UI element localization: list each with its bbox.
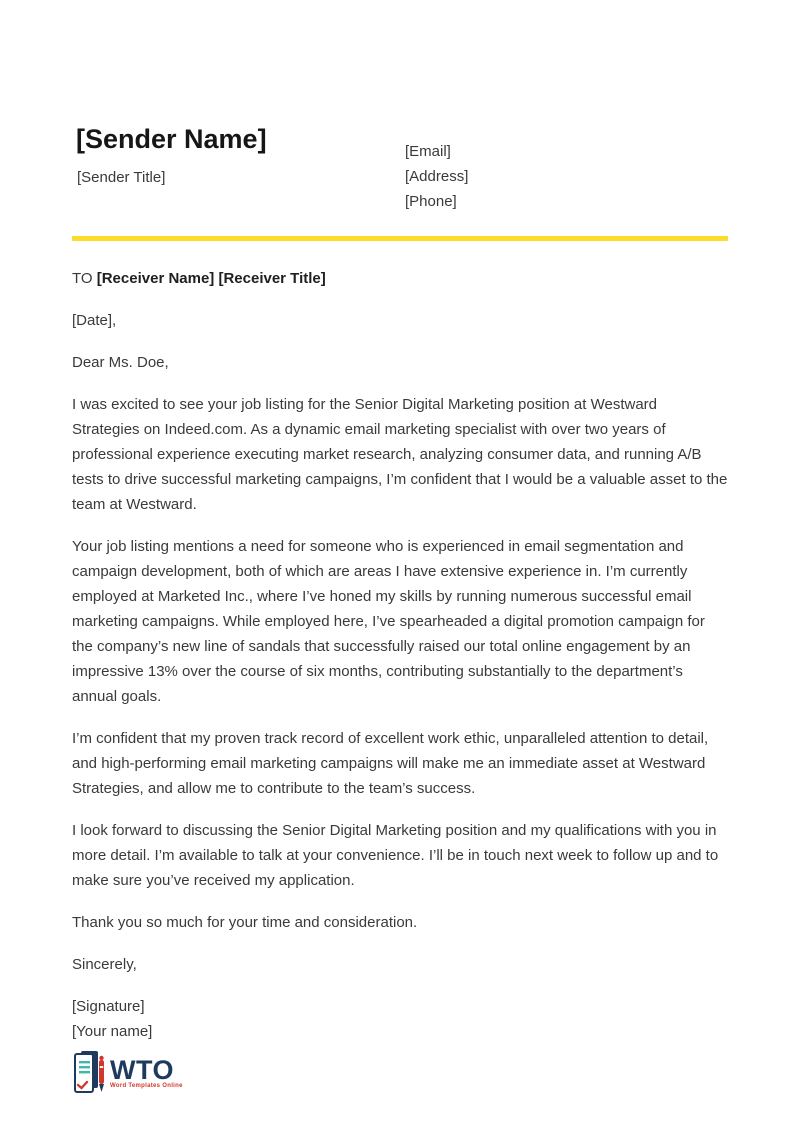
sender-title: [Sender Title] — [77, 169, 166, 186]
signature-block — [72, 994, 728, 1044]
letter-body — [0, 241, 800, 1044]
signature-placeholder: [Signature] — [72, 998, 145, 1015]
brand-logo — [72, 1050, 183, 1096]
your-name-placeholder: [Your name] — [72, 1023, 153, 1040]
logo-brand: WTO — [110, 1055, 174, 1085]
contact-address: [Address] — [405, 168, 469, 185]
body-paragraph-4: I look forward to discussing the Senior Digital Marketing position and my qualifications with you in more detail. I’m available to talk at your convenience. I’ll be in touch next week to follow up and to make sure you’ve received my application. — [72, 822, 719, 889]
contact-email: [Email] — [405, 143, 451, 160]
logo-text — [110, 1057, 183, 1089]
letter-header — [0, 0, 800, 236]
to-prefix: TO — [72, 270, 93, 287]
salutation: Dear Ms. Doe, — [72, 354, 169, 371]
body-paragraph-2: Your job listing mentions a need for someone who is experienced in email segmentation and campaign development, both of which are areas I have extensive experience in. I’m currently employed at Marketed Inc., where I’ve honed my skills by running numerous successful email marketing campaigns. While employed here, I’ve spearheaded a digital promotion campaign for the company’s new line of sandals that successfully raised our total online engagement by an impressive 13% over the course of six months, contributing substantially to the department’s annual goals. — [72, 538, 705, 705]
sender-name: [Sender Name] — [76, 124, 267, 154]
contact-phone: [Phone] — [405, 193, 457, 210]
logo-tagline: Word Templates Online — [110, 1083, 183, 1089]
clipboard-pen-icon — [72, 1050, 108, 1096]
body-paragraph-1: I was excited to see your job listing for the Senior Digital Marketing position at Westward Strategies on Indeed.com. As a dynamic email marketing specialist with over two years of professional experience executing market research, analyzing consumer data, and running A/B tests to drive successful marketing campaigns, I’m confident that I would be a valuable asset to the team at Westward. — [72, 396, 728, 513]
recipient-line — [72, 266, 728, 291]
body-paragraph-3: I’m confident that my proven track record of excellent work ethic, unparalleled attention to detail, and high-performing email marketing campaigns will make me an immediate asset at Westward Strategies, and allow me to contribute to the team’s success. — [72, 730, 709, 797]
closing-line: Sincerely, — [72, 956, 137, 973]
thanks-line: Thank you so much for your time and consideration. — [72, 914, 418, 931]
date-line: [Date], — [72, 312, 117, 329]
receiver-placeholder: [Receiver Name] [Receiver Title] — [96, 270, 326, 287]
contact-block — [405, 139, 468, 214]
